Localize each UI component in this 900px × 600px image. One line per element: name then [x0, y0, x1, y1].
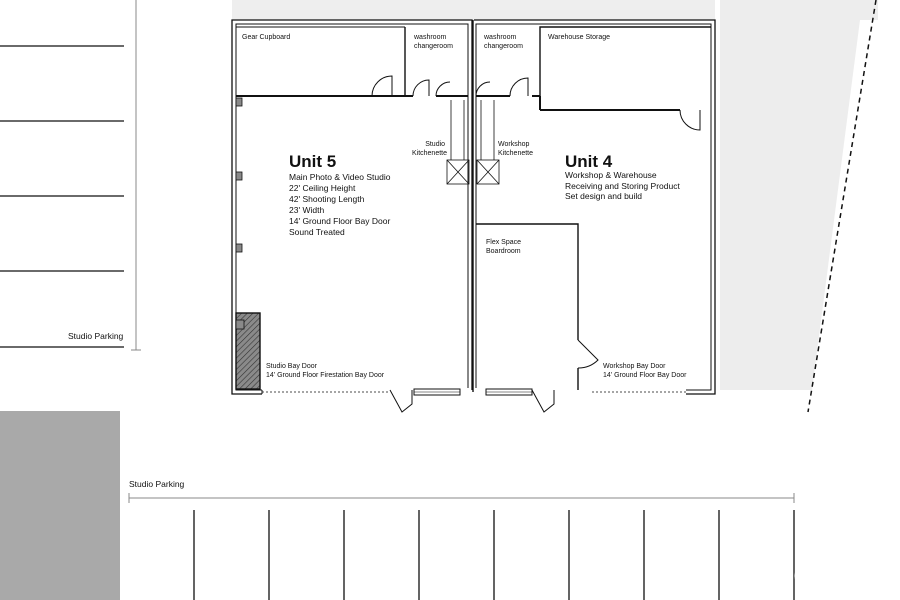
- workshop-bay-door-label: Workshop Bay Door 14' Ground Floor Bay Door: [603, 363, 687, 379]
- gear-cupboard-label: Gear Cupboard: [242, 34, 291, 41]
- studio-bay-door-label: Studio Bay Door 14' Ground Floor Firestation Bay Door: [266, 363, 385, 379]
- unit5-feature: Main Photo & Video Studio: [289, 172, 391, 182]
- left-parking-label: Studio Parking: [68, 331, 124, 341]
- adjacent-area-right: [720, 0, 878, 390]
- unit5-feature: 14' Ground Floor Bay Door: [289, 216, 391, 226]
- warehouse-storage-label: Warehouse Storage: [548, 34, 610, 41]
- studio-kitchenette-label: Studio Kitchenette: [411, 141, 447, 157]
- unit5-feature: Sound Treated: [289, 227, 345, 237]
- washroom4-label: washroom changeroom: [484, 34, 523, 50]
- unit4-title: Unit 4: [565, 152, 613, 171]
- watermark-text: tagvenue: [771, 563, 876, 588]
- unit5-title: Unit 5: [289, 152, 337, 171]
- wall-markers: [236, 98, 244, 329]
- unit5-feature: 22' Ceiling Height: [289, 183, 356, 193]
- bottom-parking-label: Studio Parking: [129, 479, 185, 489]
- unit5-features: [289, 172, 393, 237]
- left-parking-stripes: [0, 46, 124, 347]
- grey-block: [0, 411, 120, 600]
- washroom5-label: washroom changeroom: [414, 34, 453, 50]
- unit5-feature: 42' Shooting Length: [289, 194, 365, 204]
- tagvenue-logo-icon: [731, 556, 765, 590]
- door-swings: [372, 76, 700, 412]
- unit4-features: [565, 170, 682, 201]
- left-dimension-line: [131, 0, 141, 350]
- bay-doors: [262, 389, 686, 395]
- bottom-parking-stripes: [194, 510, 794, 600]
- unit5-feature: 23' Width: [289, 205, 325, 215]
- unit4-feature: Receiving and Storing Product: [565, 181, 680, 191]
- workshop-kitchenette-label: Workshop Kitchenette: [498, 141, 534, 157]
- unit4-feature: Workshop & Warehouse: [565, 170, 657, 180]
- bottom-dimension-line: [129, 493, 794, 503]
- unit4-feature: Set design and build: [565, 191, 643, 201]
- tagvenue-watermark: [731, 556, 875, 590]
- flex-space-label: Flex Space Boardroom: [486, 239, 522, 255]
- top-strip: [232, 0, 715, 20]
